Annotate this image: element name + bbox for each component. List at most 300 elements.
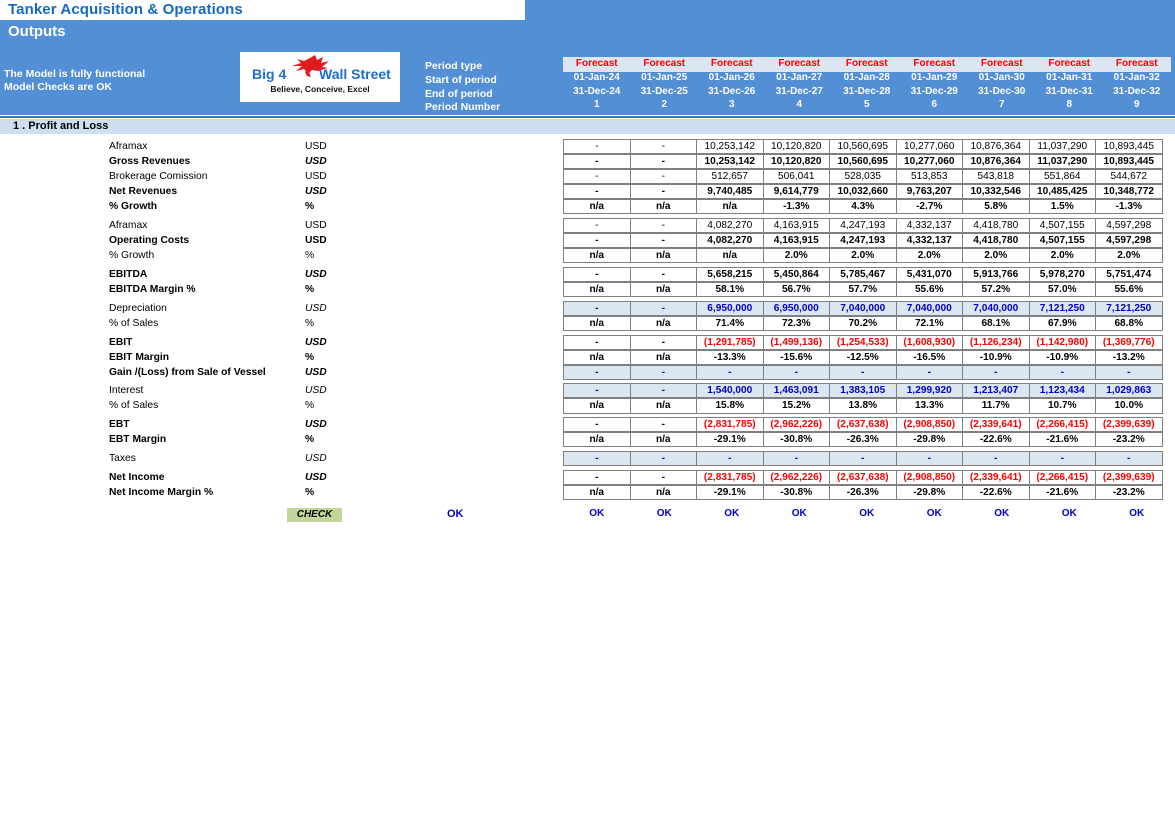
- value-cell[interactable]: -: [630, 233, 698, 248]
- row-label: Net Income: [109, 471, 165, 483]
- header-label-start: Start of period: [425, 73, 497, 86]
- header-end-date-9: 31-Dec-32: [1113, 85, 1161, 97]
- header-label-stack: [425, 60, 500, 115]
- value-cell[interactable]: 4,507,155: [1029, 233, 1097, 248]
- row-label: % Growth: [109, 201, 158, 213]
- value-cell[interactable]: -2.7%: [896, 199, 964, 214]
- value-cell[interactable]: -: [563, 184, 631, 199]
- value-cell[interactable]: n/a: [563, 432, 631, 447]
- value-cell[interactable]: 4,163,915: [763, 218, 831, 233]
- value-cell[interactable]: -: [696, 451, 764, 466]
- value-cell[interactable]: -: [763, 451, 831, 466]
- value-cell[interactable]: -: [1029, 365, 1097, 380]
- value-cell[interactable]: n/a: [630, 485, 698, 500]
- value-cell[interactable]: 58.1%: [696, 282, 764, 297]
- table-row: [0, 485, 1175, 500]
- value-cell[interactable]: 10.7%: [1029, 398, 1097, 413]
- value-cell[interactable]: 10,893,445: [1095, 139, 1163, 154]
- value-cell[interactable]: (1,254,533): [829, 335, 897, 350]
- row-unit: USD: [305, 220, 327, 232]
- row-unit: %: [305, 486, 315, 498]
- header-row-period-type: [563, 57, 1171, 71]
- header-start-date-6: 01-Jan-29: [911, 71, 958, 83]
- value-cell[interactable]: -: [630, 451, 698, 466]
- value-cell[interactable]: (2,637,638): [829, 470, 897, 485]
- table-row: [0, 383, 1175, 398]
- row-unit: USD: [305, 302, 327, 314]
- value-cell[interactable]: 7,121,250: [1095, 301, 1163, 316]
- section-header: [0, 119, 1175, 134]
- row-value-grid: [563, 282, 1163, 297]
- value-cell[interactable]: 1,123,434: [1029, 383, 1097, 398]
- header-period-type-3: Forecast: [710, 58, 753, 69]
- value-cell[interactable]: n/a: [630, 199, 698, 214]
- value-cell[interactable]: n/a: [563, 316, 631, 331]
- header-start-date-9: 01-Jan-32: [1113, 71, 1160, 83]
- row-label: EBT Margin: [109, 434, 167, 446]
- value-cell[interactable]: n/a: [563, 282, 631, 297]
- value-cell[interactable]: -: [896, 365, 964, 380]
- value-cell[interactable]: 4,163,915: [763, 233, 831, 248]
- value-cell[interactable]: -: [630, 301, 698, 316]
- value-cell[interactable]: -: [563, 233, 631, 248]
- value-cell[interactable]: -13.2%: [1095, 350, 1163, 365]
- header-period-number-6: 6: [931, 99, 938, 111]
- value-cell[interactable]: 1,299,920: [896, 383, 964, 398]
- value-cell[interactable]: 11,037,290: [1029, 154, 1097, 169]
- value-cell[interactable]: 10,876,364: [962, 154, 1030, 169]
- row-label: EBIT: [109, 336, 133, 348]
- value-cell[interactable]: 5,450,864: [763, 267, 831, 282]
- row-unit: USD: [305, 235, 327, 247]
- value-cell[interactable]: -: [896, 451, 964, 466]
- row-label: EBITDA: [109, 268, 148, 280]
- value-cell[interactable]: 11.7%: [962, 398, 1030, 413]
- value-cell[interactable]: -12.5%: [829, 350, 897, 365]
- value-cell[interactable]: -: [630, 139, 698, 154]
- row-unit: USD: [305, 141, 327, 152]
- value-cell[interactable]: 57.0%: [1029, 282, 1097, 297]
- value-cell[interactable]: -: [630, 218, 698, 233]
- value-cell[interactable]: -: [829, 365, 897, 380]
- value-cell[interactable]: 543,818: [962, 169, 1030, 184]
- value-cell[interactable]: 528,035: [829, 169, 897, 184]
- page-title: Tanker Acquisition & Operations: [8, 1, 243, 18]
- row-unit: USD: [305, 186, 327, 198]
- row-label: EBITDA Margin %: [109, 284, 196, 296]
- value-cell[interactable]: 2.0%: [763, 248, 831, 263]
- value-cell[interactable]: -: [962, 451, 1030, 466]
- table-row: [0, 451, 1175, 466]
- section-title: 1 . Profit and Loss: [13, 120, 109, 132]
- table-row: [0, 301, 1175, 316]
- value-cell[interactable]: 1.5%: [1029, 199, 1097, 214]
- value-cell[interactable]: 4,332,137: [896, 218, 964, 233]
- value-cell[interactable]: -21.6%: [1029, 432, 1097, 447]
- value-cell[interactable]: -: [563, 267, 631, 282]
- value-cell[interactable]: n/a: [563, 485, 631, 500]
- value-cell[interactable]: n/a: [630, 282, 698, 297]
- row-value-grid: [563, 184, 1163, 199]
- value-cell[interactable]: 67.9%: [1029, 316, 1097, 331]
- value-cell[interactable]: 5,658,215: [696, 267, 764, 282]
- value-cell[interactable]: 4,082,270: [696, 233, 764, 248]
- check-status-cell: OK: [791, 508, 807, 519]
- value-cell[interactable]: -: [1095, 365, 1163, 380]
- value-cell[interactable]: -: [1095, 451, 1163, 466]
- row-unit: USD: [305, 452, 327, 464]
- page-subtitle: Outputs: [8, 23, 66, 40]
- company-logo: [240, 52, 400, 102]
- value-cell[interactable]: -10.9%: [962, 350, 1030, 365]
- value-cell[interactable]: 4,247,193: [829, 233, 897, 248]
- header-end-date-7: 31-Dec-30: [978, 85, 1026, 97]
- table-row: [0, 335, 1175, 350]
- value-cell[interactable]: n/a: [630, 248, 698, 263]
- header-period-number-1: 1: [593, 99, 600, 111]
- value-cell[interactable]: -22.6%: [962, 432, 1030, 447]
- value-cell[interactable]: 4.3%: [829, 199, 897, 214]
- row-label: % of Sales: [109, 400, 159, 412]
- value-cell[interactable]: (2,831,785): [696, 417, 764, 432]
- value-cell[interactable]: 11,037,290: [1029, 139, 1097, 154]
- header-period-number-3: 3: [728, 99, 735, 111]
- row-value-grid: [563, 218, 1163, 233]
- header-period-type-8: Forecast: [1048, 58, 1091, 69]
- value-cell[interactable]: 513,853: [896, 169, 964, 184]
- value-cell[interactable]: -: [563, 301, 631, 316]
- value-cell[interactable]: 4,597,298: [1095, 218, 1163, 233]
- value-cell[interactable]: n/a: [630, 398, 698, 413]
- value-cell[interactable]: 10,277,060: [896, 139, 964, 154]
- value-cell[interactable]: -: [763, 365, 831, 380]
- header-period-number-8: 8: [1066, 99, 1073, 111]
- header-period-number-2: 2: [661, 99, 668, 111]
- value-cell[interactable]: -: [829, 451, 897, 466]
- value-cell[interactable]: 70.2%: [829, 316, 897, 331]
- value-cell[interactable]: -23.2%: [1095, 485, 1163, 500]
- header-start-date-2: 01-Jan-25: [641, 71, 688, 83]
- row-value-grid: [563, 301, 1163, 316]
- value-cell[interactable]: -: [630, 417, 698, 432]
- row-unit: %: [305, 201, 315, 213]
- value-cell[interactable]: -10.9%: [1029, 350, 1097, 365]
- value-cell[interactable]: n/a: [630, 316, 698, 331]
- value-cell[interactable]: 7,040,000: [962, 301, 1030, 316]
- value-cell[interactable]: (2,962,226): [763, 470, 831, 485]
- header-period-grid: [563, 57, 1171, 112]
- table-row: [0, 417, 1175, 432]
- value-cell[interactable]: 10,120,820: [763, 139, 831, 154]
- value-cell[interactable]: -: [630, 365, 698, 380]
- header-period-number-7: 7: [998, 99, 1005, 111]
- value-cell[interactable]: 5,785,467: [829, 267, 897, 282]
- value-cell[interactable]: (1,291,785): [696, 335, 764, 350]
- value-cell[interactable]: (2,908,850): [896, 417, 964, 432]
- value-cell[interactable]: -: [563, 139, 631, 154]
- value-cell[interactable]: 1,029,863: [1095, 383, 1163, 398]
- value-cell[interactable]: (2,266,415): [1029, 470, 1097, 485]
- value-cell[interactable]: n/a: [563, 398, 631, 413]
- value-cell[interactable]: 1,540,000: [696, 383, 764, 398]
- value-cell[interactable]: n/a: [630, 350, 698, 365]
- header-start-date-4: 01-Jan-27: [776, 71, 823, 83]
- header-label-end: End of period: [425, 87, 493, 100]
- value-cell[interactable]: -1.3%: [1095, 199, 1163, 214]
- value-cell[interactable]: 13.3%: [896, 398, 964, 413]
- value-cell[interactable]: -: [563, 451, 631, 466]
- row-label: Net Revenues: [109, 186, 178, 198]
- value-cell[interactable]: 1,383,105: [829, 383, 897, 398]
- row-value-grid: [563, 267, 1163, 282]
- value-cell[interactable]: -22.6%: [962, 485, 1030, 500]
- value-cell[interactable]: -: [630, 154, 698, 169]
- check-status-cell: OK: [656, 508, 672, 519]
- header-period-type-5: Forecast: [845, 58, 888, 69]
- value-cell[interactable]: 2.0%: [829, 248, 897, 263]
- value-cell[interactable]: -26.3%: [829, 432, 897, 447]
- model-status-line-2: Model Checks are OK: [4, 81, 112, 93]
- value-cell[interactable]: n/a: [696, 248, 764, 263]
- value-cell[interactable]: (1,369,776): [1095, 335, 1163, 350]
- value-cell[interactable]: -29.8%: [896, 432, 964, 447]
- value-cell[interactable]: -: [563, 365, 631, 380]
- value-cell[interactable]: (2,339,641): [962, 470, 1030, 485]
- row-value-grid: [563, 316, 1163, 331]
- table-row: [0, 218, 1175, 233]
- row-value-grid: [563, 365, 1163, 380]
- value-cell[interactable]: 10,032,660: [829, 184, 897, 199]
- value-cell[interactable]: 10,893,445: [1095, 154, 1163, 169]
- value-cell[interactable]: 4,247,193: [829, 218, 897, 233]
- value-cell[interactable]: 56.7%: [763, 282, 831, 297]
- header-start-date-1: 01-Jan-24: [573, 71, 620, 83]
- value-cell[interactable]: 68.8%: [1095, 316, 1163, 331]
- value-cell[interactable]: -: [563, 417, 631, 432]
- header-label-period-type: Period type: [425, 60, 483, 72]
- value-cell[interactable]: 13.8%: [829, 398, 897, 413]
- value-cell[interactable]: (2,339,641): [962, 417, 1030, 432]
- value-cell[interactable]: 6,950,000: [696, 301, 764, 316]
- value-cell[interactable]: 2.0%: [1095, 248, 1163, 263]
- header-start-date-5: 01-Jan-28: [843, 71, 890, 83]
- value-cell[interactable]: 57.7%: [829, 282, 897, 297]
- value-cell[interactable]: 4,507,155: [1029, 218, 1097, 233]
- value-cell[interactable]: n/a: [563, 248, 631, 263]
- logo-text-wallstreet: Wall Street: [319, 66, 391, 82]
- value-cell[interactable]: -: [962, 365, 1030, 380]
- value-cell[interactable]: -: [1029, 451, 1097, 466]
- value-cell[interactable]: -: [630, 169, 698, 184]
- row-label: Net Income Margin %: [109, 486, 214, 498]
- value-cell[interactable]: -29.8%: [896, 485, 964, 500]
- value-cell[interactable]: -: [630, 335, 698, 350]
- header-end-date-2: 31-Dec-25: [640, 85, 688, 97]
- value-cell[interactable]: 10,253,142: [696, 139, 764, 154]
- header-period-type-2: Forecast: [643, 58, 686, 69]
- row-label: EBT: [109, 419, 130, 431]
- check-status-cell: OK: [926, 508, 942, 519]
- value-cell[interactable]: 5,913,766: [962, 267, 1030, 282]
- row-label: Interest: [109, 385, 144, 397]
- value-cell[interactable]: -: [563, 383, 631, 398]
- value-cell[interactable]: 71.4%: [696, 316, 764, 331]
- value-cell[interactable]: n/a: [696, 199, 764, 214]
- value-cell[interactable]: 4,597,298: [1095, 233, 1163, 248]
- value-cell[interactable]: (1,608,930): [896, 335, 964, 350]
- value-cell[interactable]: -30.8%: [763, 485, 831, 500]
- value-cell[interactable]: 544,672: [1095, 169, 1163, 184]
- value-cell[interactable]: -: [630, 184, 698, 199]
- value-cell[interactable]: 55.6%: [896, 282, 964, 297]
- table-row: [0, 316, 1175, 331]
- value-cell[interactable]: 72.3%: [763, 316, 831, 331]
- row-label: Aframax: [109, 220, 148, 232]
- value-cell[interactable]: -15.6%: [763, 350, 831, 365]
- value-cell[interactable]: -26.3%: [829, 485, 897, 500]
- value-cell[interactable]: 72.1%: [896, 316, 964, 331]
- value-cell[interactable]: 2.0%: [962, 248, 1030, 263]
- check-badge: CHECK: [287, 508, 342, 522]
- row-unit: %: [305, 317, 315, 329]
- value-cell[interactable]: 7,040,000: [829, 301, 897, 316]
- value-cell[interactable]: 10,876,364: [962, 139, 1030, 154]
- row-unit: %: [305, 284, 315, 296]
- value-cell[interactable]: -21.6%: [1029, 485, 1097, 500]
- value-cell[interactable]: 2.0%: [1029, 248, 1097, 263]
- value-cell[interactable]: 10,253,142: [696, 154, 764, 169]
- value-cell[interactable]: 68.1%: [962, 316, 1030, 331]
- row-value-grid: [563, 383, 1163, 398]
- check-status-cell: OK: [1129, 508, 1145, 519]
- row-label: Taxes: [109, 452, 136, 464]
- check-status-cell: OK: [859, 508, 875, 519]
- section-rule: [0, 116, 1175, 118]
- value-cell[interactable]: 10,332,546: [962, 184, 1030, 199]
- value-cell[interactable]: 10,560,695: [829, 139, 897, 154]
- value-cell[interactable]: -29.1%: [696, 485, 764, 500]
- value-cell[interactable]: 10,277,060: [896, 154, 964, 169]
- value-cell[interactable]: (2,637,638): [829, 417, 897, 432]
- row-value-grid: [563, 398, 1163, 413]
- value-cell[interactable]: 4,418,780: [962, 233, 1030, 248]
- value-cell[interactable]: 10,120,820: [763, 154, 831, 169]
- header-period-number-9: 9: [1133, 99, 1140, 111]
- header-end-date-5: 31-Dec-28: [843, 85, 891, 97]
- value-cell[interactable]: (1,499,136): [763, 335, 831, 350]
- row-unit: USD: [305, 471, 327, 483]
- value-cell[interactable]: n/a: [563, 199, 631, 214]
- value-cell[interactable]: 9,740,485: [696, 184, 764, 199]
- row-value-grid: [563, 199, 1163, 214]
- value-cell[interactable]: (2,831,785): [696, 470, 764, 485]
- value-cell[interactable]: -13.3%: [696, 350, 764, 365]
- value-cell[interactable]: -: [630, 383, 698, 398]
- value-cell[interactable]: 6,950,000: [763, 301, 831, 316]
- table-row: [0, 350, 1175, 365]
- row-value-grid: [563, 169, 1163, 184]
- value-cell[interactable]: -: [563, 154, 631, 169]
- value-cell[interactable]: 2.0%: [896, 248, 964, 263]
- value-cell[interactable]: 1,463,091: [763, 383, 831, 398]
- value-cell[interactable]: 4,418,780: [962, 218, 1030, 233]
- header-period-type-9: Forecast: [1115, 58, 1158, 69]
- value-cell[interactable]: 551,864: [1029, 169, 1097, 184]
- value-cell[interactable]: 10,560,695: [829, 154, 897, 169]
- value-cell[interactable]: -: [630, 470, 698, 485]
- value-cell[interactable]: 506,041: [763, 169, 831, 184]
- value-cell[interactable]: 4,332,137: [896, 233, 964, 248]
- value-cell[interactable]: -: [630, 267, 698, 282]
- value-cell[interactable]: (2,266,415): [1029, 417, 1097, 432]
- value-cell[interactable]: -23.2%: [1095, 432, 1163, 447]
- table-row: [0, 470, 1175, 485]
- value-cell[interactable]: (1,126,234): [962, 335, 1030, 350]
- value-cell[interactable]: 10,348,772: [1095, 184, 1163, 199]
- value-cell[interactable]: 512,657: [696, 169, 764, 184]
- row-unit: USD: [305, 156, 327, 168]
- value-cell[interactable]: -1.3%: [763, 199, 831, 214]
- value-cell[interactable]: 9,763,207: [896, 184, 964, 199]
- row-unit: %: [305, 351, 315, 363]
- value-cell[interactable]: -: [696, 365, 764, 380]
- header-end-date-3: 31-Dec-26: [708, 85, 756, 97]
- value-cell[interactable]: -30.8%: [763, 432, 831, 447]
- value-cell[interactable]: 10,485,425: [1029, 184, 1097, 199]
- header-period-number-4: 4: [796, 99, 803, 111]
- value-cell[interactable]: 57.2%: [962, 282, 1030, 297]
- value-cell[interactable]: 55.6%: [1095, 282, 1163, 297]
- row-label: % Growth: [109, 250, 155, 262]
- value-cell[interactable]: n/a: [563, 350, 631, 365]
- value-cell[interactable]: 5,751,474: [1095, 267, 1163, 282]
- value-cell[interactable]: -16.5%: [896, 350, 964, 365]
- header-period-type-7: Forecast: [980, 58, 1023, 69]
- value-cell[interactable]: -: [563, 335, 631, 350]
- value-cell[interactable]: 7,040,000: [896, 301, 964, 316]
- value-cell[interactable]: 10.0%: [1095, 398, 1163, 413]
- value-cell[interactable]: (2,399,639): [1095, 470, 1163, 485]
- row-unit: %: [305, 434, 315, 446]
- header-period-type-1: Forecast: [575, 58, 618, 69]
- value-cell[interactable]: 9,614,779: [763, 184, 831, 199]
- value-cell[interactable]: (2,399,639): [1095, 417, 1163, 432]
- value-cell[interactable]: (2,962,226): [763, 417, 831, 432]
- value-cell[interactable]: 1,213,407: [962, 383, 1030, 398]
- value-cell[interactable]: -: [563, 169, 631, 184]
- header-period-type-6: Forecast: [913, 58, 956, 69]
- value-cell[interactable]: 5,431,070: [896, 267, 964, 282]
- top-banner: [0, 0, 1175, 115]
- table-row: [0, 139, 1175, 154]
- value-cell[interactable]: -29.1%: [696, 432, 764, 447]
- value-cell[interactable]: 4,082,270: [696, 218, 764, 233]
- value-cell[interactable]: 5,978,270: [1029, 267, 1097, 282]
- value-cell[interactable]: -: [563, 218, 631, 233]
- value-cell[interactable]: 15.8%: [696, 398, 764, 413]
- value-cell[interactable]: n/a: [630, 432, 698, 447]
- row-unit: USD: [305, 268, 327, 280]
- value-cell[interactable]: 7,121,250: [1029, 301, 1097, 316]
- value-cell[interactable]: 15.2%: [763, 398, 831, 413]
- value-cell[interactable]: (1,142,980): [1029, 335, 1097, 350]
- row-label: EBIT Margin: [109, 351, 170, 363]
- check-status-cell: OK: [1061, 508, 1077, 519]
- value-cell[interactable]: (2,908,850): [896, 470, 964, 485]
- value-cell[interactable]: -: [563, 470, 631, 485]
- value-cell[interactable]: 5.8%: [962, 199, 1030, 214]
- row-unit: USD: [305, 171, 327, 183]
